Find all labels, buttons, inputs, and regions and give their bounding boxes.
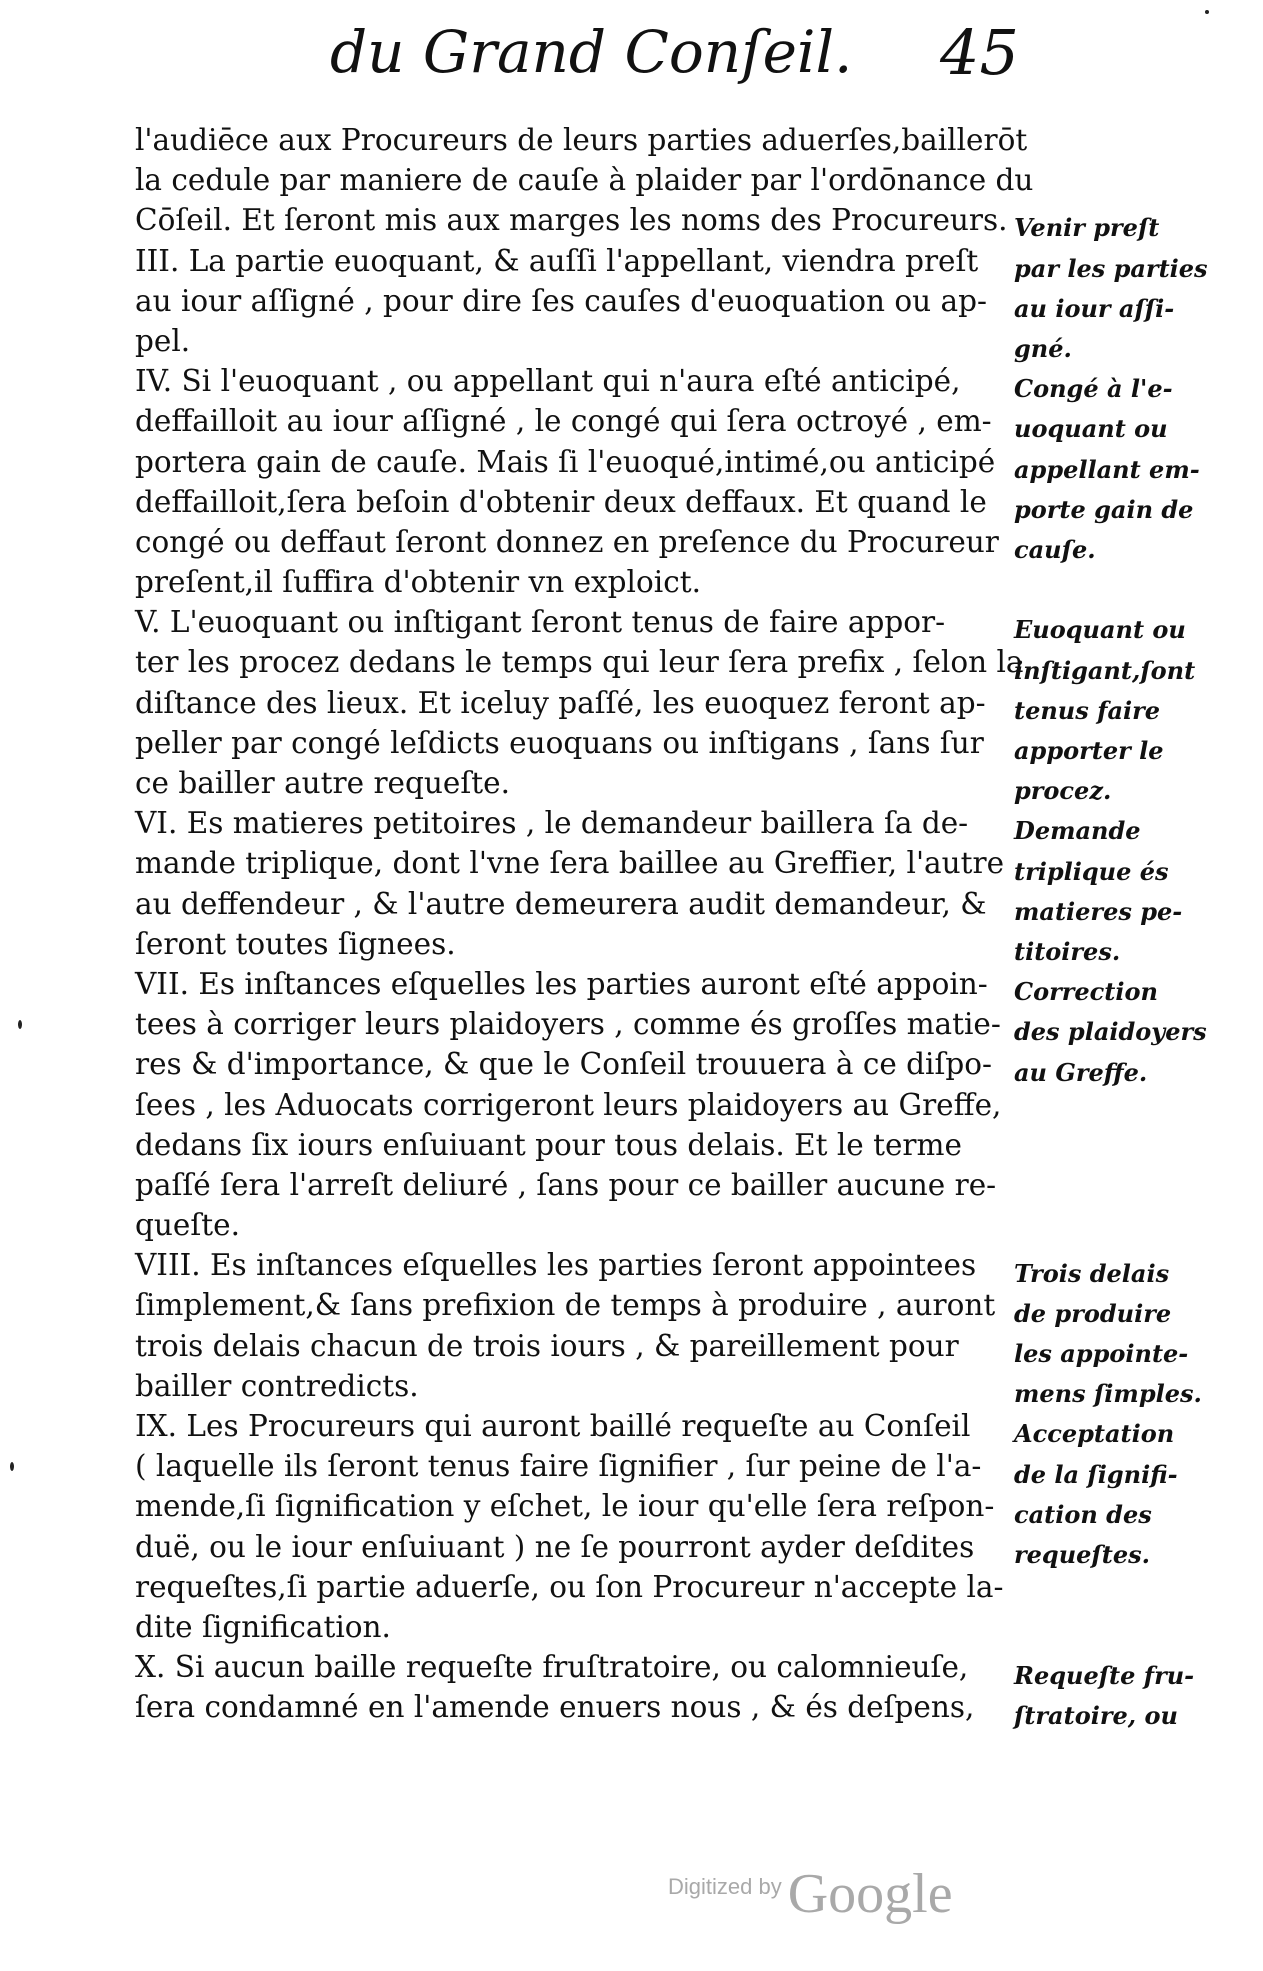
margin-note	[1014, 1656, 1194, 1736]
text-line: IX. Les Procureurs qui auront baillé requeſte au Conſeil	[135, 1409, 971, 1443]
margin-note-line: au Greffe.	[1014, 1057, 1148, 1087]
text-line: VI. Es matieres petitoires , le demandeur baillera ſa de-	[135, 806, 969, 841]
margin-note-line: titoires.	[1014, 936, 1121, 966]
margin-note-line: matieres pe-	[1014, 896, 1183, 926]
margin-note-line: gné.	[1014, 333, 1072, 363]
digitized-watermark	[668, 1862, 953, 1926]
page-number: 45	[940, 16, 1019, 89]
text-line: ſimplement,& ſans prefixion de temps à produire , auront	[135, 1288, 996, 1323]
text-line: mende,ſi ſignification y eſchet, le iour qu'elle ſera reſpon-	[135, 1489, 995, 1524]
text-line: ſees , les Aduocats corrigeront leurs plaidoyers au Greffe,	[135, 1087, 1002, 1122]
margin-note-line: Correction	[1014, 977, 1158, 1007]
text-line: ſera condamné en l'amende enuers nous , & és deſpens,	[135, 1690, 975, 1725]
margin-note	[1014, 811, 1182, 972]
google-logo-text: Google	[787, 1863, 953, 1925]
margin-note-line: Demande	[1014, 816, 1141, 846]
text-line: au iour aſſigné , pour dire ſes cauſes d'euoquation ou ap-	[135, 283, 987, 318]
text-line: mande triplique, dont l'vne ſera baillee au Greffier, l'autre	[135, 846, 1005, 881]
speck	[1205, 10, 1209, 14]
text-line: au deffendeur , & l'autre demeurera audit demandeur, &	[135, 886, 987, 921]
speck	[10, 1462, 14, 1471]
text-line: VII. Es inſtances eſquelles les parties auront eſté appoin-	[135, 966, 988, 1001]
margin-note-line: de la ſignifi-	[1014, 1459, 1178, 1489]
text-line: res & d'importance, & que le Conſeil trouuera à ce diſpo-	[135, 1047, 993, 1082]
margin-note-line: Congé à l'e-	[1014, 374, 1173, 404]
margin-note-line: des plaidoyers	[1014, 1017, 1207, 1047]
text-line: queſte.	[135, 1208, 240, 1243]
margin-note-line: Euoquant ou	[1014, 615, 1186, 645]
margin-note-line: par les parties	[1014, 253, 1208, 283]
text-line: peller par congé leſdicts euoquans ou inſtigans , ſans ſur	[135, 725, 984, 760]
text-line: V. L'euoquant ou inſtigant ſeront tenus de faire appor-	[135, 605, 946, 640]
digitized-by-text: Digitized by	[668, 1874, 782, 1899]
margin-note-line: mens ſimples.	[1014, 1379, 1202, 1409]
margin-note-line: ſtratoire, ou	[1014, 1700, 1178, 1730]
margin-note	[1014, 610, 1195, 811]
text-line: la cedule par maniere de cauſe à plaider par l'ordōnance du	[135, 163, 1034, 198]
text-line: IV. Si l'euoquant , ou appellant qui n'aura eſté anticipé,	[135, 364, 961, 399]
margin-note-line: Venir preſt	[1014, 213, 1160, 243]
margin-note	[1014, 972, 1207, 1093]
margin-note-line: cauſe.	[1014, 534, 1096, 564]
text-line: portera gain de cauſe. Mais ſi l'euoqué,intimé,ou anticipé	[135, 444, 996, 479]
margin-note-line: Requeſte fru-	[1014, 1660, 1195, 1690]
margin-note-line: de produire	[1014, 1298, 1172, 1328]
margin-note-line: Acceptation	[1014, 1419, 1175, 1449]
margin-note-line: porte gain de	[1014, 494, 1194, 524]
text-line: VIII. Es inſtances eſquelles les parties ſeront appointees	[135, 1248, 977, 1283]
text-line: paſſé ſera l'arreſt deliuré , ſans pour ce bailler aucune re-	[135, 1167, 997, 1202]
margin-note-line: appellant em-	[1014, 454, 1200, 484]
text-line: trois delais chacun de trois iours , & pareillement pour	[135, 1328, 959, 1363]
text-line: dite ſignification.	[135, 1609, 391, 1644]
text-line: deffailloit au iour aſſigné , le congé qui ſera octroyé , em-	[135, 404, 992, 439]
margin-note-line: Trois delais	[1014, 1258, 1170, 1288]
text-line: l'audiēce aux Procureurs de leurs parties aduerſes,baillerōt	[135, 123, 1028, 157]
text-line: preſent,il ſuffira d'obtenir vn exploict.	[135, 565, 701, 600]
body-text	[135, 120, 1034, 1728]
text-line: Cōſeil. Et ſeront mis aux marges les noms des Procureurs.	[135, 203, 1008, 238]
running-title: du Grand Conſeil.	[330, 18, 853, 86]
text-line: tees à corriger leurs plaidoyers , comme és groſſes matie-	[135, 1007, 1001, 1042]
margin-note-line: cation des	[1014, 1499, 1152, 1529]
margin-note-line: procez.	[1014, 776, 1112, 806]
text-line: ce bailler autre requeſte.	[135, 766, 510, 800]
margin-note-line: apporter le	[1014, 735, 1164, 765]
margin-note-line: requeſtes.	[1014, 1539, 1150, 1569]
text-line: ter les procez dedans le temps qui leur ſera prefix , ſelon la	[135, 645, 1024, 680]
margin-note	[1014, 1414, 1178, 1575]
margin-note-line: au iour aſſi-	[1014, 293, 1175, 323]
text-line: requeſtes,ſi partie aduerſe, ou ſon Procureur n'accepte la-	[135, 1569, 1004, 1604]
text-line: duë, ou le iour enſuiuant ) ne ſe pourront ayder deſdites	[135, 1529, 975, 1564]
speck	[18, 1020, 22, 1029]
text-line: pel.	[135, 323, 191, 358]
margin-note-line: triplique és	[1014, 856, 1169, 886]
margin-note	[1014, 208, 1208, 369]
text-line: ( laquelle ils ſeront tenus faire ſignifier , ſur peine de l'a-	[135, 1449, 982, 1484]
margin-note	[1014, 369, 1200, 570]
text-line: bailler contredicts.	[135, 1368, 419, 1403]
margin-note-line: inſtigant,ſont	[1014, 655, 1196, 685]
text-line: dedans ſix iours enſuiuant pour tous delais. Et le terme	[135, 1127, 962, 1162]
text-line: III. La partie euoquant, & auſſi l'appellant, viendra preſt	[135, 243, 979, 278]
margin-note-line: uoquant ou	[1014, 414, 1168, 444]
text-line: diſtance des lieux. Et iceluy paſſé, les euoquez feront ap-	[135, 685, 986, 720]
running-head	[330, 18, 1130, 118]
text-line: ſeront toutes ſignees.	[135, 926, 456, 961]
text-line: congé ou deffaut ſeront donnez en preſence du Procureur	[135, 524, 999, 559]
text-line: X. Si aucun baille requeſte fruſtratoire, ou calomnieuſe,	[135, 1650, 969, 1685]
margin-note	[1014, 1254, 1202, 1415]
text-line: deffailloit,ſera beſoin d'obtenir deux deffaux. Et quand le	[135, 484, 987, 519]
margin-note-line: les appointe-	[1014, 1338, 1189, 1368]
margin-note-line: tenus faire	[1014, 695, 1161, 725]
